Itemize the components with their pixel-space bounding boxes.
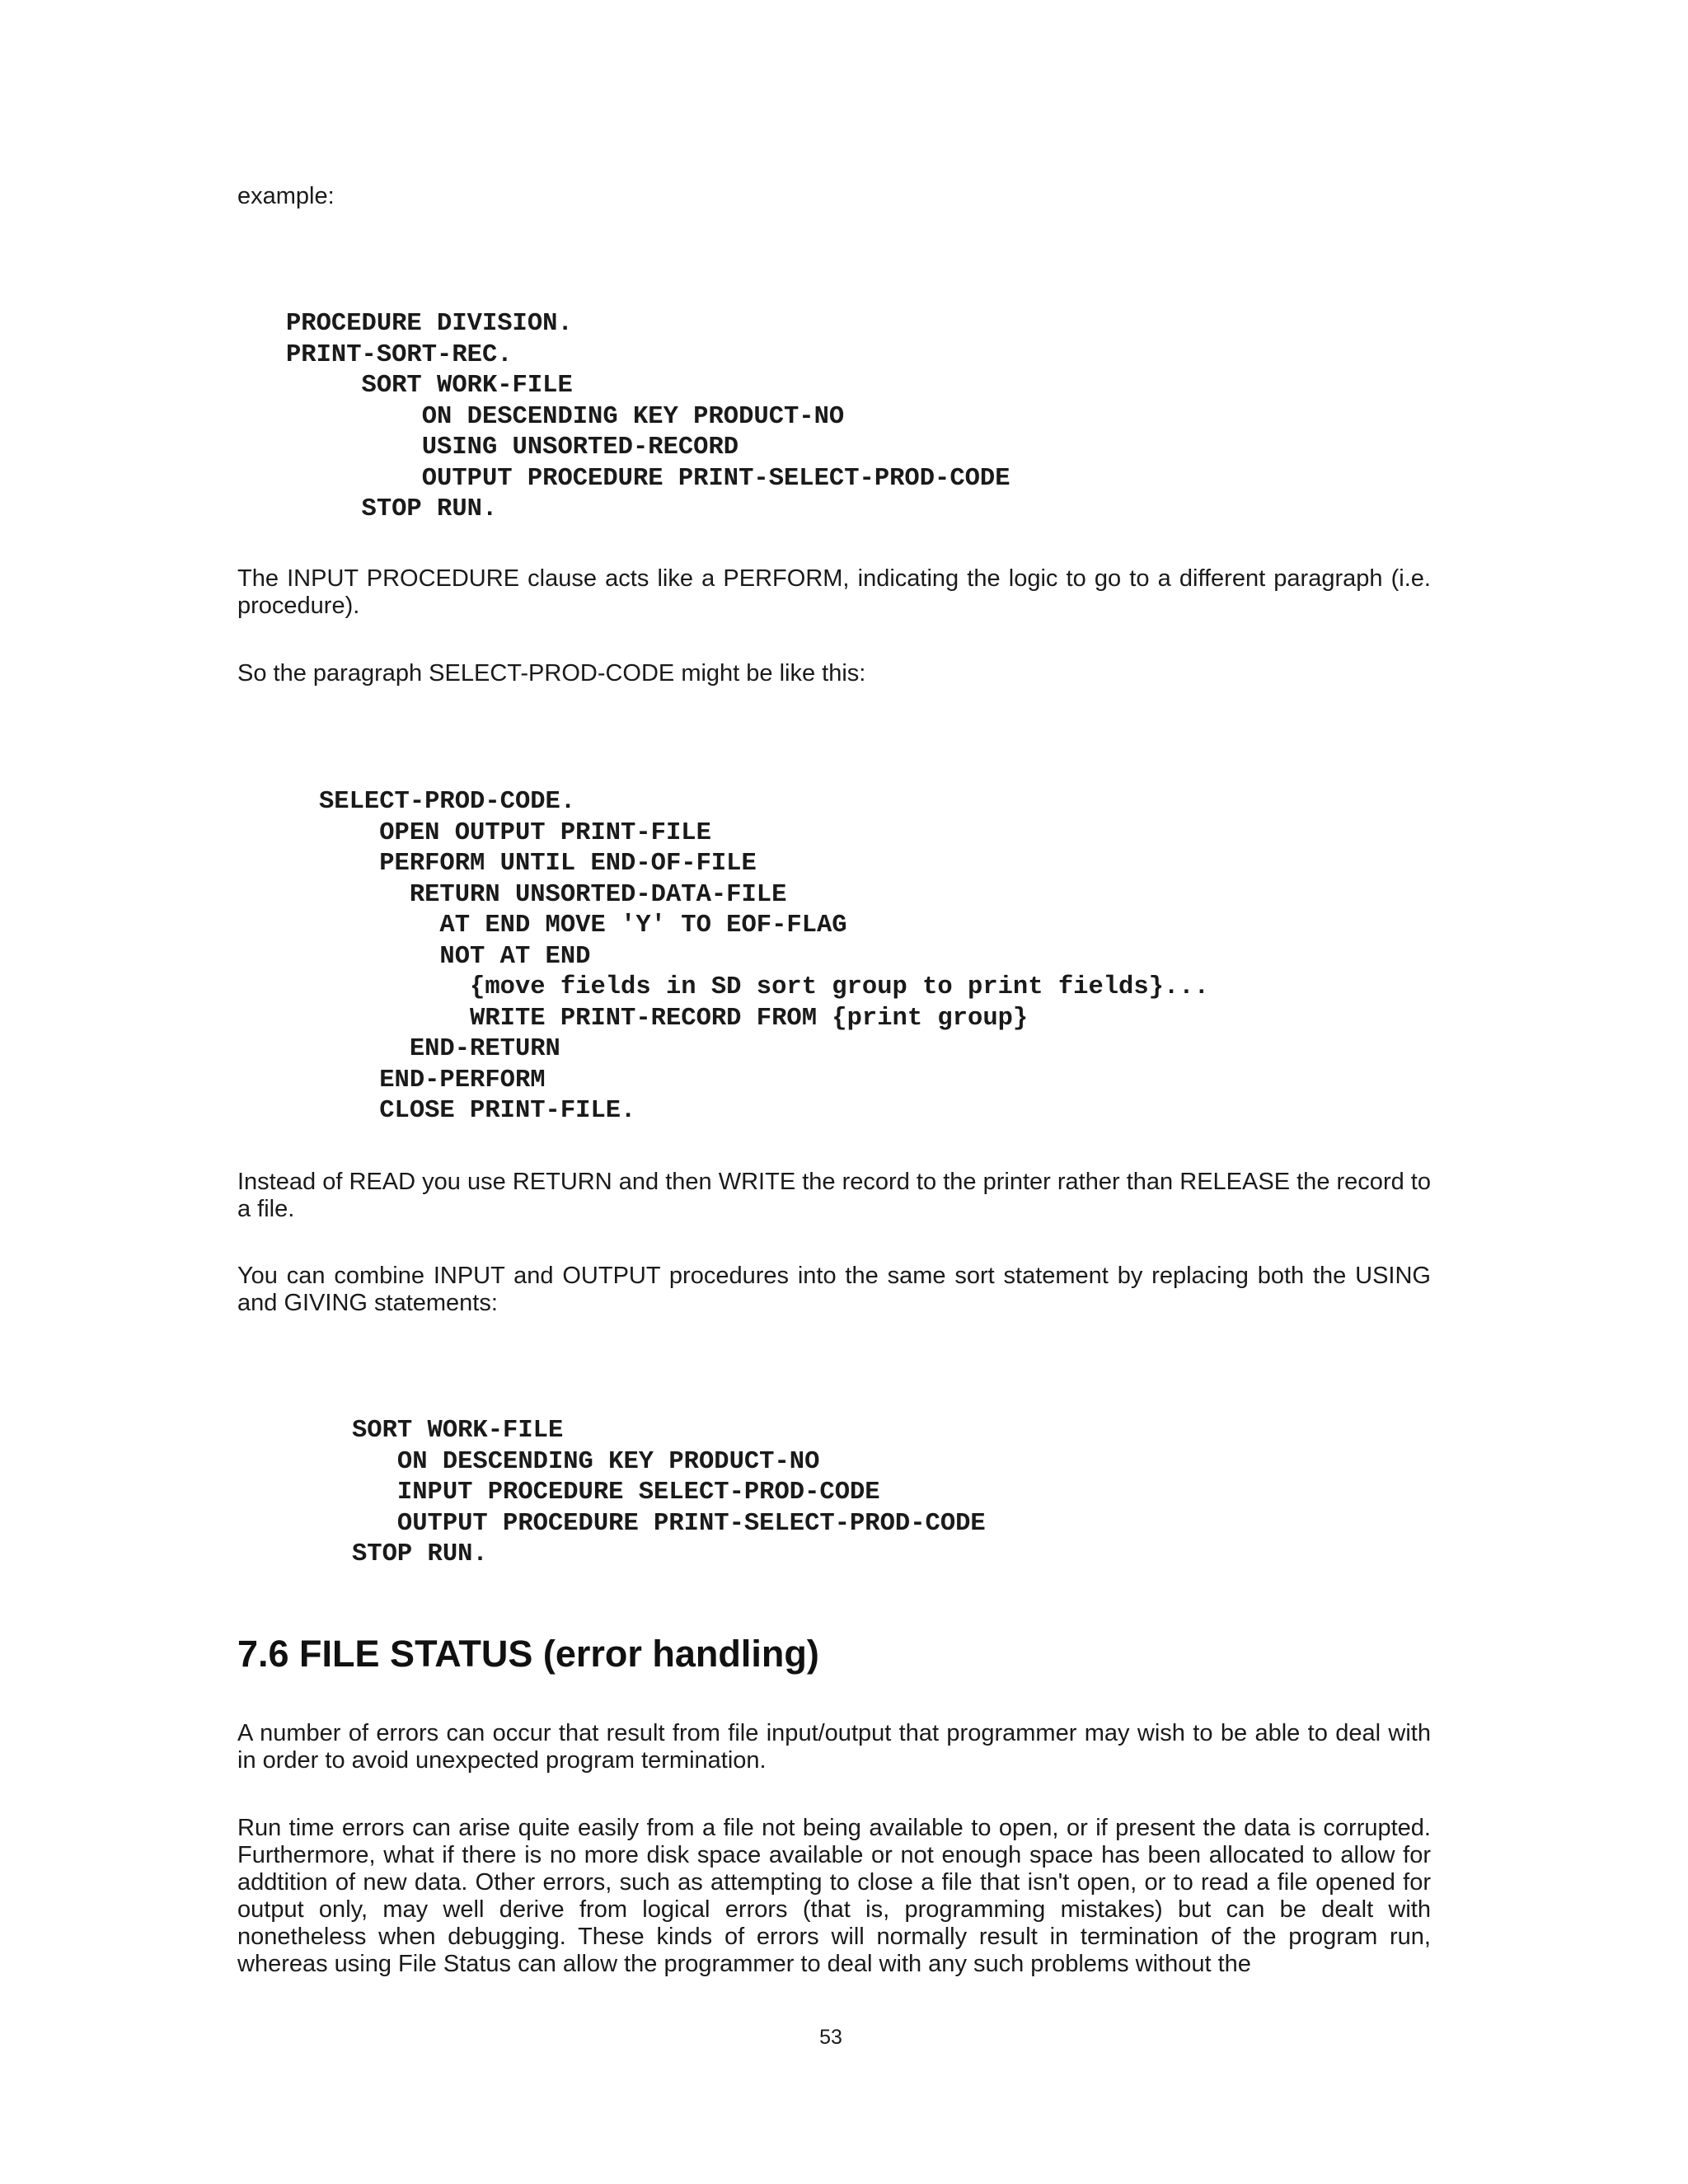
paragraph-combine-procedures: You can combine INPUT and OUTPUT procedures into the same sort statement by replacing both the USING and GIVING statements: (237, 1263, 1431, 1316)
page-number: 53 (819, 2026, 842, 2049)
paragraph-select-prod-code: So the paragraph SELECT-PROD-CODE might be like this: (237, 660, 866, 687)
paragraph-instead-of-read: Instead of READ you use RETURN and then WRITE the record to the printer rather than RELEASE the record to a file. (237, 1169, 1431, 1222)
paragraph-input-procedure: The INPUT PROCEDURE clause acts like a PERFORM, indicating the logic to go to a different paragraph (i.e. procedure). (237, 565, 1431, 619)
section-heading-file-status: 7.6 FILE STATUS (error handling) (237, 1633, 819, 1675)
code-block-select-prod-code: SELECT-PROD-CODE. OPEN OUTPUT PRINT-FILE PERFORM UNTIL END-OF-FILE RETURN UNSORTED-DATA-FILE AT END MOVE 'Y' TO EOF-FLAG NOT AT END {move fields in SD sort group to print fields}... WRITE PRINT-RECORD FROM {print group} END-RETURN END-PERFORM CLOSE PRINT-FILE. (319, 788, 1209, 1125)
paragraph-runtime-errors: Run time errors can arise quite easily from a file not being available to open, or if present the data is corrupted. Furthermore, what if there is no more disk space available or not enough space has been allocated to allow for addtition of new data. Other errors, such as attempting to close a file that isn't open, or to read a file opened for output only, may well derive from logical errors (that is, programming mistakes) but can be dealt with nonetheless when debugging. These kinds of errors will normally result in termination of the program run, whereas using File Status can allow the programmer to deal with any such problems without the (237, 1815, 1431, 1977)
code-block-sort-input-output: SORT WORK-FILE ON DESCENDING KEY PRODUCT-NO INPUT PROCEDURE SELECT-PROD-CODE OUTPUT PROCEDURE PRINT-SELECT-PROD-CODE STOP RUN. (352, 1417, 986, 1568)
code-block-sort-output: PROCEDURE DIVISION. PRINT-SORT-REC. SORT WORK-FILE ON DESCENDING KEY PRODUCT-NO USING UNSORTED-RECORD OUTPUT PROCEDURE PRINT-SELECT-PROD-CODE STOP RUN. (286, 310, 1010, 523)
intro-text: example: (237, 183, 335, 209)
paragraph-errors: A number of errors can occur that result from file input/output that programmer may wish to be able to deal with in order to avoid unexpected program termination. (237, 1720, 1431, 1774)
